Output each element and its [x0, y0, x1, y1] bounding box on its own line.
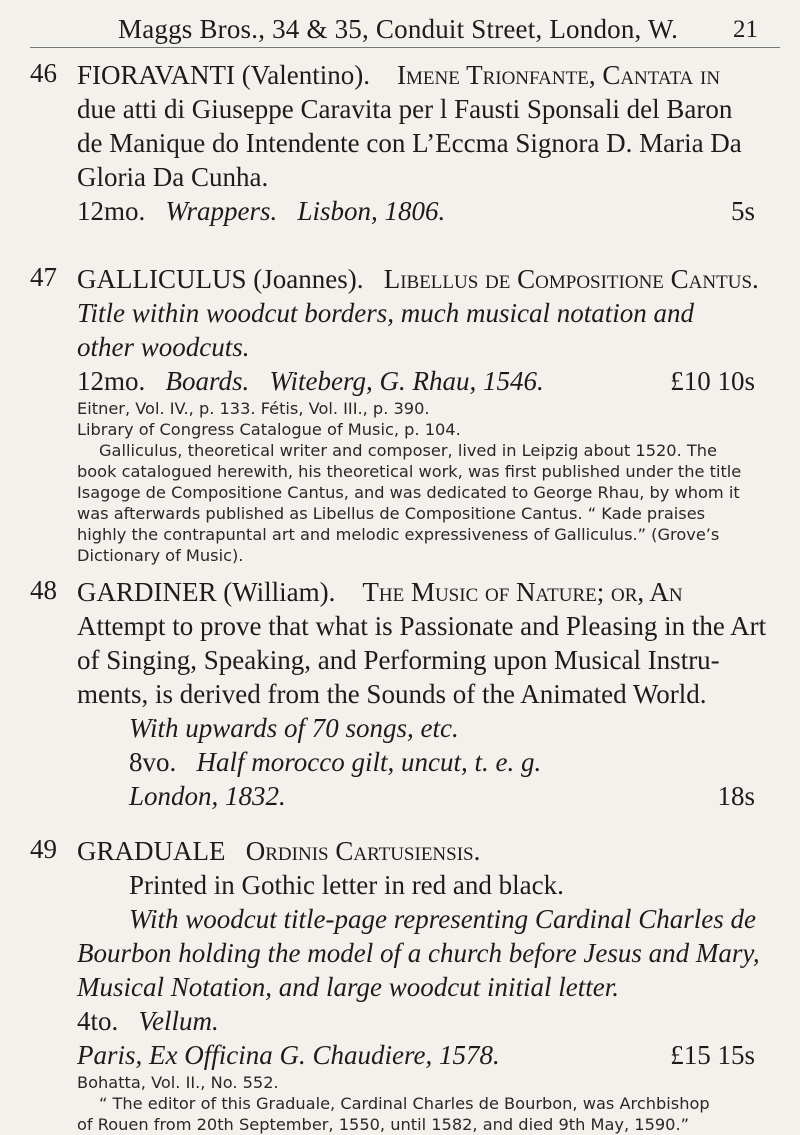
imprint: London, 1832.: [129, 781, 286, 811]
entry-number: 48: [30, 575, 57, 605]
binding: Wrappers.: [165, 196, 278, 226]
bibliographic-notes: [77, 398, 777, 566]
imprint-row: [77, 779, 755, 813]
title: GRADUALE: [77, 836, 226, 866]
header-rule: [30, 47, 780, 48]
note-line: “ The editor of this Graduale, Cardinal Charles de Bourbon, was Archbishop: [99, 1094, 710, 1113]
format: 12mo.: [77, 366, 146, 396]
title-line: Gloria Da Cunha.: [77, 162, 269, 192]
description: With upwards of 70 songs, etc.: [129, 713, 459, 743]
format: 8vo.: [129, 747, 177, 777]
description: Title within woodcut borders, much musical notation and: [77, 298, 695, 328]
title-start: Libellus de Compositione Cantus.: [383, 264, 759, 294]
author: GALLICULUS (Joannes).: [77, 264, 364, 294]
title-line: due atti di Giuseppe Caravita per l Fausti Sponsali del Baron: [77, 94, 733, 124]
description: With woodcut title-page representing Cardinal Charles de: [129, 904, 756, 934]
printing-note: Printed in Gothic letter in red and black.: [129, 870, 564, 900]
entry-number: 49: [30, 834, 57, 864]
price: £10 10s: [670, 366, 755, 396]
bibliographic-notes: [77, 1072, 777, 1135]
note-line: Dictionary of Music).: [77, 546, 244, 565]
entry-heading: [77, 58, 777, 92]
imprint-row: [77, 194, 755, 228]
entry-heading: [77, 262, 777, 296]
entry-number: 47: [30, 262, 57, 292]
binding: Vellum.: [138, 1006, 219, 1036]
entry-heading: [77, 575, 777, 609]
title-line: de Manique do Intendente con L’Eccma Signora D. Maria Da: [77, 128, 742, 158]
note-line: was afterwards published as Libellus de Compositione Cantus. “ Kade praises: [77, 504, 706, 523]
price: 5s: [730, 196, 755, 226]
title-line: ments, is derived from the Sounds of the Animated World.: [77, 679, 707, 709]
note-line: Library of Congress Catalogue of Music, p. 104.: [77, 420, 461, 439]
imprint: Paris, Ex Officina G. Chaudiere, 1578.: [77, 1040, 500, 1070]
imprint: Lisbon, 1806.: [297, 196, 446, 226]
title-line: of Singing, Speaking, and Performing upon Musical Instru-: [77, 645, 720, 675]
title-line: Attempt to prove that what is Passionate and Pleasing in the Art: [77, 611, 767, 641]
description: Musical Notation, and large woodcut initial letter.: [77, 972, 619, 1002]
format-binding: [77, 1004, 777, 1038]
note-line: book catalogued herewith, his theoretical work, was first published under the title: [77, 462, 742, 481]
price: 18s: [717, 781, 755, 811]
note-line: Galliculus, theoretical writer and composer, lived in Leipzig about 1520. The: [99, 441, 718, 460]
binding: Boards.: [165, 366, 250, 396]
note-line: Eitner, Vol. IV., p. 133. Fétis, Vol. III., p. 390.: [77, 399, 430, 418]
description: Bourbon holding the model of a church before Jesus and Mary,: [77, 938, 760, 968]
author: GARDINER (William).: [77, 577, 336, 607]
price: £15 15s: [670, 1040, 755, 1070]
running-title: Maggs Bros., 34 & 35, Conduit Street, London, W.: [118, 14, 679, 44]
format-binding: [77, 745, 777, 779]
page-header: [0, 10, 800, 50]
format: 4to.: [77, 1006, 119, 1036]
format: 12mo.: [77, 196, 146, 226]
title-start: Imene Trionfante, Cantata in: [397, 60, 721, 90]
binding: Half morocco gilt, uncut, t. e. g.: [196, 747, 542, 777]
imprint-row: [77, 1038, 755, 1072]
imprint: Witeberg, G. Rhau, 1546.: [269, 366, 544, 396]
title-start: Ordinis Cartusiensis.: [245, 836, 481, 866]
page-number: 21: [733, 16, 758, 43]
author: FIORAVANTI (Valentino).: [77, 60, 370, 90]
note-line: Bohatta, Vol. II., No. 552.: [77, 1073, 279, 1092]
imprint-row: [77, 364, 755, 398]
note-line: Isagoge de Compositione Cantus, and was dedicated to George Rhau, by whom it: [77, 483, 740, 502]
entry-number: 46: [30, 58, 57, 88]
entry-heading: [77, 834, 777, 868]
note-line: highly the contrapuntal art and melodic expressiveness of Galliculus.” (Grove’s: [77, 525, 720, 544]
description: other woodcuts.: [77, 332, 250, 362]
note-line: of Rouen from 20th September, 1550, until 1582, and died 9th May, 1590.”: [77, 1115, 689, 1134]
title-start: The Music of Nature; or, An: [362, 577, 683, 607]
